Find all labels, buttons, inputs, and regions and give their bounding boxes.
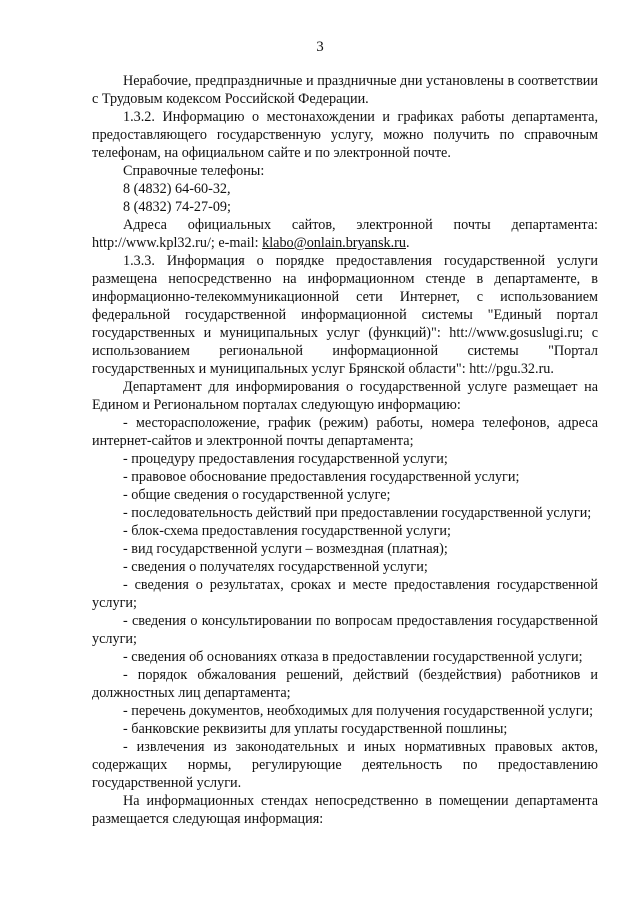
list-item: - процедуру предоставления государственной услуги; bbox=[123, 451, 448, 467]
paragraph-1-3-3: 1.3.3. Информация о порядке предоставления государственной услуги размещена непосредственно на информационном стенде в департаменте, в информационно-телекоммуникационной сети Интернет, с использованием федеральной государственной информационной системы "Единый портал государственных и муниципальных услуг (функций)": htt://www.gosuslugi.ru; с использованием региональной информационной системы "Портал государственных и муниципальных услуг Брянской области": htt://pgu.32.ru. bbox=[92, 253, 598, 377]
paragraph-department-info: Департамент для информирования о государственной услуге размещает на Едином и Региональном порталах следующую информацию: bbox=[92, 379, 598, 413]
addresses-line-2 bbox=[92, 234, 598, 252]
list-item: - последовательность действий при предоставлении государственной услуги; bbox=[123, 505, 592, 521]
list-item: - общие сведения о государственной услуге; bbox=[123, 487, 391, 503]
list-item: - сведения об основаниях отказа в предоставлении государственной услуги; bbox=[123, 649, 583, 665]
phones-label: Справочные телефоны: bbox=[123, 163, 265, 179]
list-item: - перечень документов, необходимых для получения государственной услуги; bbox=[123, 703, 594, 719]
addresses-line-1: Адреса официальных сайтов, электронной почты департамента: bbox=[123, 217, 598, 233]
list-item: - блок-схема предоставления государственной услуги; bbox=[123, 523, 451, 539]
addresses-line-2-end: . bbox=[406, 235, 410, 251]
website-url: http://www.kpl32.ru/; e-mail: bbox=[92, 235, 263, 251]
list-item: - месторасположение, график (режим) работы, номера телефонов, адреса интернет-сайтов и электронной почты департамента; bbox=[92, 415, 598, 449]
list-item: - банковские реквизиты для уплаты государственной пошлины; bbox=[123, 721, 508, 737]
paragraph-info-stands: На информационных стендах непосредственно в помещении департамента размещается следующая информация: bbox=[92, 793, 598, 827]
list-item: - извлечения из законодательных и иных нормативных правовых актов, содержащих нормы, регулирующие деятельность по предоставлению государственной услуги. bbox=[92, 739, 598, 791]
email-link[interactable]: klabo@onlain.bryansk.ru bbox=[262, 235, 406, 251]
page-number: 3 bbox=[316, 39, 324, 55]
paragraph-nonworking-days: Нерабочие, предпраздничные и праздничные дни установлены в соответствии с Трудовым кодексом Российской Федерации. bbox=[92, 73, 598, 107]
list-item: - сведения о результатах, сроках и месте предоставления государственной услуги; bbox=[92, 577, 598, 611]
paragraph-1-3-2: 1.3.2. Информацию о местонахождении и графиках работы департамента, предоставляющего государственную услугу, можно получить по справочным телефонам, на официальном сайте и по электронной почте. bbox=[92, 109, 598, 161]
list-item: - сведения о консультировании по вопросам предоставления государственной услуги; bbox=[92, 613, 598, 647]
list-item: - порядок обжалования решений, действий (бездействия) работников и должностных лиц департамента; bbox=[92, 667, 598, 701]
list-item: - сведения о получателях государственной услуги; bbox=[123, 559, 428, 575]
document-body bbox=[92, 72, 598, 828]
list-item: - вид государственной услуги – возмездная (платная); bbox=[123, 541, 448, 557]
list-item: - правовое обоснование предоставления государственной услуги; bbox=[123, 469, 520, 485]
phone-number-1: 8 (4832) 64-60-32, bbox=[123, 181, 231, 197]
phone-number-2: 8 (4832) 74-27-09; bbox=[123, 199, 231, 215]
